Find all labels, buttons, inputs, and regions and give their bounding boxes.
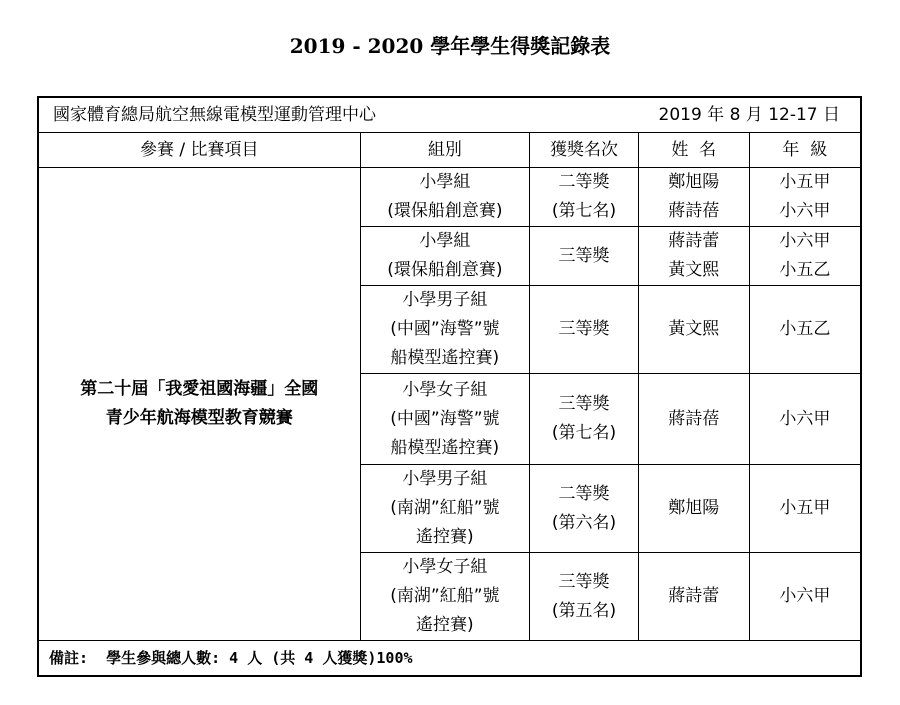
- organizer-cell: [38, 97, 861, 133]
- award-table-container: [37, 96, 862, 677]
- grade-cell: 小六甲 小五乙: [749, 227, 861, 286]
- header-award: 獲獎名次: [530, 133, 639, 168]
- header-group: 組別: [360, 133, 530, 168]
- award-table: [37, 96, 862, 677]
- group-cell: 小學組 (環保船創意賽): [360, 168, 530, 227]
- grade-cell: 小六甲: [749, 553, 861, 641]
- name-cell: 蔣詩蓓: [638, 374, 749, 465]
- column-header-row: [38, 133, 861, 168]
- note-row: [38, 641, 861, 677]
- organizer-name: 國家體育總局航空無線電模型運動管理中心: [53, 104, 376, 125]
- name-cell: 鄭旭陽 蔣詩蓓: [638, 168, 749, 227]
- group-cell: 小學男子組 (中國”海警”號 船模型遙控賽): [360, 286, 530, 374]
- group-cell: 小學女子組 (南湖”紅船”號 遙控賽): [360, 553, 530, 641]
- grade-cell: 小五甲 小六甲: [749, 168, 861, 227]
- document-title: 2019 - 2020 學年學生得獎記錄表: [289, 34, 611, 58]
- group-cell: 小學男子組 (南湖”紅船”號 遙控賽): [360, 465, 530, 553]
- group-cell: 小學女子組 (中國”海警”號 船模型遙控賽): [360, 374, 530, 465]
- name-cell: 鄭旭陽: [638, 465, 749, 553]
- name-cell: 蔣詩蕾 黃文熙: [638, 227, 749, 286]
- event-line-2: 青少年航海模型教育競賽: [105, 408, 293, 428]
- table-row: [38, 168, 861, 227]
- award-cell: 二等獎 (第六名): [530, 465, 639, 553]
- grade-cell: 小五乙: [749, 286, 861, 374]
- name-cell: 蔣詩蕾: [638, 553, 749, 641]
- header-grade: 年 級: [749, 133, 861, 168]
- competition-date: 2019 年 8 月 12-17 日: [658, 105, 840, 125]
- grade-cell: 小六甲: [749, 374, 861, 465]
- organizer-row: [38, 97, 861, 133]
- event-line-1: 第二十屆「我愛祖國海疆」全國: [80, 379, 319, 399]
- note-cell: 備註: 學生參與總人數: 4 人 (共 4 人獲獎)100%: [38, 641, 861, 677]
- award-cell: 三等獎 (第七名): [530, 374, 639, 465]
- grade-cell: 小五甲: [749, 465, 861, 553]
- group-cell: 小學組 (環保船創意賽): [360, 227, 530, 286]
- name-cell: 黃文熙: [638, 286, 749, 374]
- award-cell: 三等獎: [530, 227, 639, 286]
- event-cell: [38, 168, 360, 641]
- award-cell: 二等獎 (第七名): [530, 168, 639, 227]
- header-name: 姓 名: [638, 133, 749, 168]
- award-cell: 三等獎: [530, 286, 639, 374]
- award-cell: 三等獎 (第五名): [530, 553, 639, 641]
- header-event: 參賽 / 比賽項目: [38, 133, 360, 168]
